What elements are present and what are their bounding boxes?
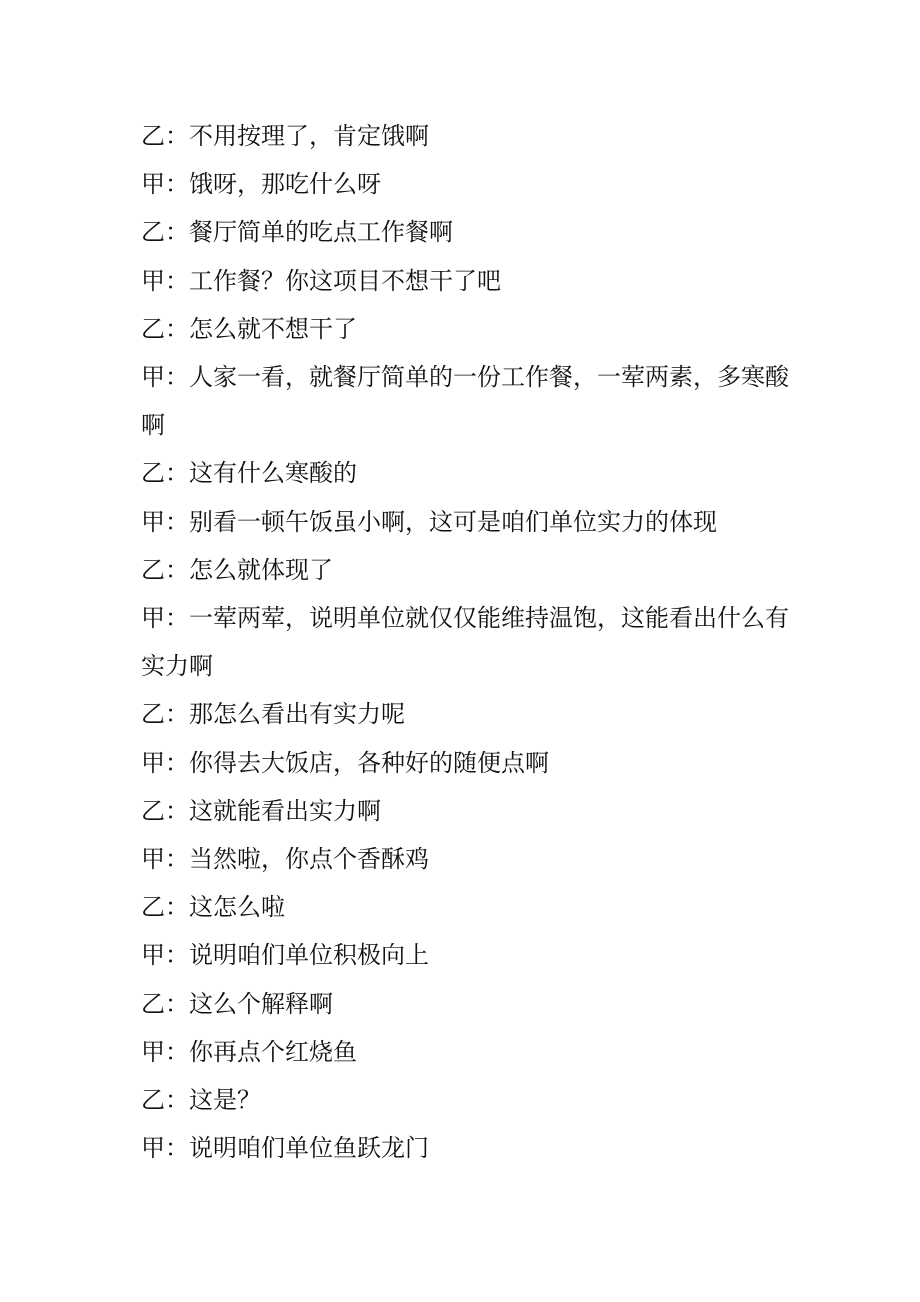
speaker-label: 乙 <box>141 893 165 922</box>
speaker-separator: ： <box>165 122 189 150</box>
dialogue-line <box>141 1076 791 1124</box>
dialogue-line <box>141 449 791 497</box>
dialogue-text: 你得去大饭店，各种好的随便点啊 <box>189 748 549 777</box>
dialogue-text: 那怎么看出有实力呢 <box>189 700 405 729</box>
dialogue-line <box>141 112 791 160</box>
dialogue-line <box>141 1124 791 1172</box>
speaker-label: 乙 <box>141 555 165 584</box>
speaker-separator: ： <box>165 941 189 970</box>
dialogue-text: 一荤两荤，说明单位就仅仅能维持温饱，这能看出什么有实力啊 <box>141 604 789 681</box>
speaker-label: 甲 <box>141 363 165 392</box>
speaker-label: 乙 <box>141 314 165 343</box>
dialogue-text: 饿呀，那吃什么呀 <box>189 170 381 199</box>
speaker-label: 甲 <box>141 845 165 874</box>
speaker-separator: ： <box>165 507 189 536</box>
speaker-separator: ： <box>165 1134 189 1163</box>
dialogue-line <box>141 787 791 835</box>
speaker-separator: ： <box>165 218 189 247</box>
speaker-label: 乙 <box>141 459 165 488</box>
speaker-separator: ： <box>165 170 189 199</box>
speaker-label: 甲 <box>141 941 165 970</box>
speaker-label: 乙 <box>141 1086 165 1115</box>
dialogue-line <box>141 739 791 787</box>
dialogue-text: 这就能看出实力啊 <box>189 796 381 825</box>
speaker-separator: ： <box>165 700 189 729</box>
dialogue-line <box>141 931 791 979</box>
dialogue-line <box>141 257 791 305</box>
speaker-separator: ： <box>165 459 189 488</box>
dialogue-line <box>141 546 791 594</box>
speaker-separator: ： <box>165 604 189 633</box>
speaker-label: 甲 <box>141 507 165 536</box>
dialogue-text: 工作餐？你这项目不想干了吧 <box>189 266 501 295</box>
speaker-label: 甲 <box>141 266 165 295</box>
speaker-label: 乙 <box>141 218 165 247</box>
speaker-label: 甲 <box>141 1134 165 1163</box>
dialogue-line <box>141 883 791 931</box>
dialogue-line <box>141 690 791 738</box>
speaker-label: 乙 <box>141 796 165 825</box>
speaker-separator: ： <box>165 314 189 343</box>
dialogue-text: 餐厅简单的吃点工作餐啊 <box>189 218 453 247</box>
dialogue-text: 怎么就体现了 <box>189 555 333 584</box>
dialogue-text: 这么个解释啊 <box>189 989 333 1018</box>
speaker-separator: ： <box>165 989 189 1018</box>
dialogue-line <box>141 594 791 690</box>
speaker-label: 甲 <box>141 170 165 199</box>
dialogue-line <box>141 353 791 449</box>
speaker-separator: ： <box>165 748 189 777</box>
dialogue-line <box>141 208 791 256</box>
speaker-separator: ： <box>165 796 189 825</box>
dialogue-text: 不用按理了，肯定饿啊 <box>189 122 429 150</box>
speaker-separator: ： <box>165 1086 189 1115</box>
dialogue-text: 这是？ <box>189 1086 261 1115</box>
dialogue-text: 别看一顿午饭虽小啊，这可是咱们单位实力的体现 <box>189 507 717 536</box>
speaker-label: 甲 <box>141 604 165 633</box>
speaker-separator: ： <box>165 1037 189 1066</box>
dialogue-line <box>141 305 791 353</box>
dialogue-line <box>141 1028 791 1076</box>
speaker-label: 甲 <box>141 748 165 777</box>
dialogue-line <box>141 835 791 883</box>
dialogue-line <box>141 980 791 1028</box>
speaker-label: 乙 <box>141 122 165 150</box>
dialogue-line <box>141 160 791 208</box>
dialogue-text: 你再点个红烧鱼 <box>189 1037 357 1066</box>
dialogue-text: 当然啦，你点个香酥鸡 <box>189 845 429 874</box>
dialogue-text: 人家一看，就餐厅简单的一份工作餐，一荤两素，多寒酸啊 <box>141 363 789 440</box>
dialogue-list <box>141 112 791 1172</box>
dialogue-text: 说明咱们单位鱼跃龙门 <box>189 1134 429 1163</box>
speaker-label: 甲 <box>141 1037 165 1066</box>
speaker-separator: ： <box>165 266 189 295</box>
speaker-label: 乙 <box>141 989 165 1018</box>
speaker-separator: ： <box>165 363 189 392</box>
dialogue-text: 这怎么啦 <box>189 893 285 922</box>
speaker-separator: ： <box>165 893 189 922</box>
dialogue-text: 这有什么寒酸的 <box>189 459 357 488</box>
dialogue-text: 怎么就不想干了 <box>189 314 357 343</box>
speaker-separator: ： <box>165 555 189 584</box>
dialogue-text: 说明咱们单位积极向上 <box>189 941 429 970</box>
speaker-separator: ： <box>165 845 189 874</box>
dialogue-line <box>141 498 791 546</box>
speaker-label: 乙 <box>141 700 165 729</box>
